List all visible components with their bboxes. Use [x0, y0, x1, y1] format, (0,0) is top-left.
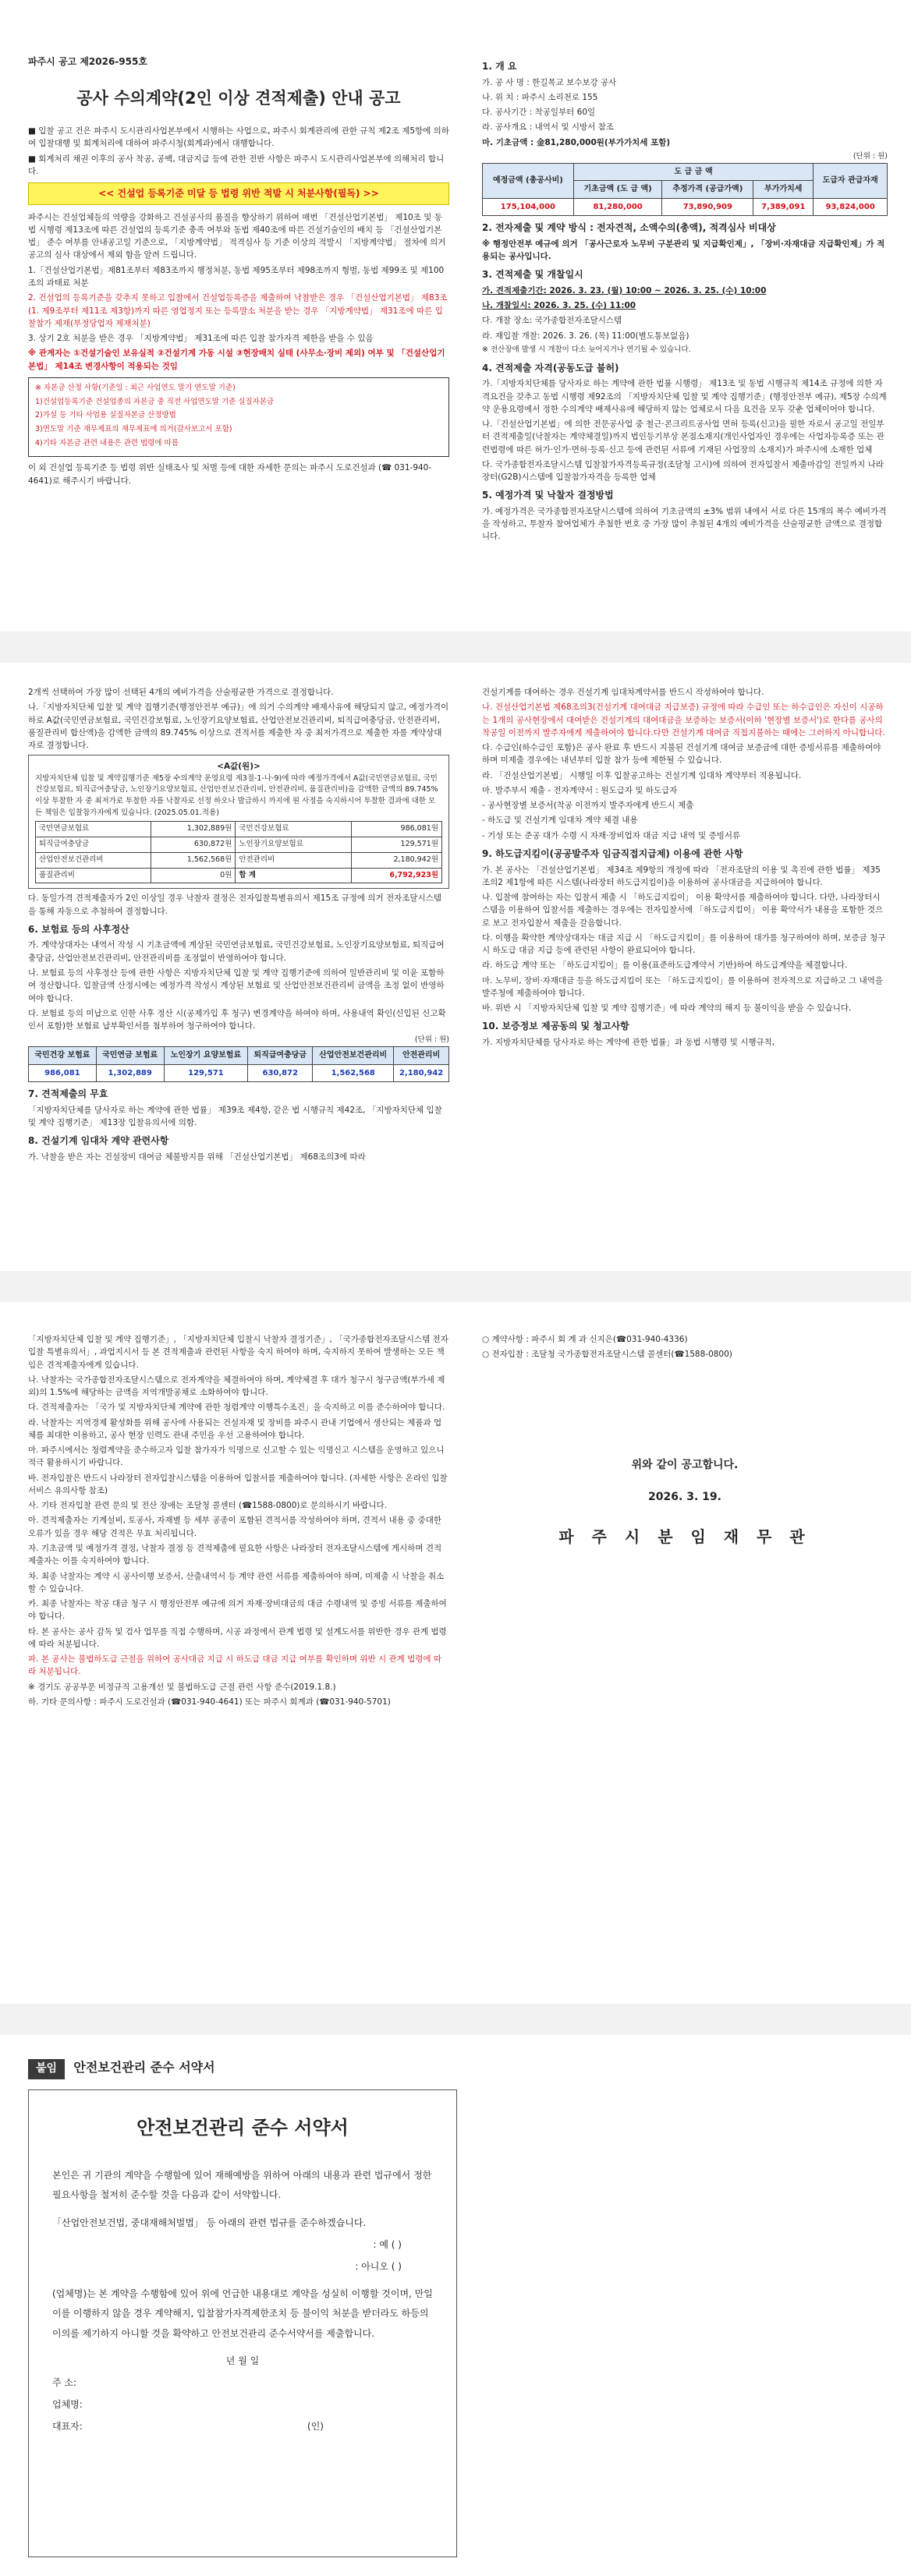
- a-value-cell: 630,872원: [151, 837, 236, 853]
- a-value-cell: 2,180,942원: [351, 852, 441, 868]
- paragraph: 마. 발주부서 제출 - 전자계약서 : 원도급자 및 하도급자: [482, 785, 678, 795]
- insurance-table-header: 퇴직급여충당금: [248, 1047, 313, 1065]
- intro-line: ■ 입찰 공고 건은 파주시 도시관리사업본부에서 시행하는 사업으로, 파주시 회계관리에 관한 규칙 제2조 제5항에 의하여 입찰대행 및 회계처리에 대하여 파주시청(회계과)에서 대행합니다.: [28, 126, 449, 149]
- paragraph: 자. 기초금액 및 예정가격 결정, 낙찰자 결정 등 견적제출에 필요한 사항은 나라장터 전자조달시스템에 게시하며 견적제출자는 이를 숙지하여야 합니다.: [28, 1543, 442, 1566]
- paragraph: 차. 최종 낙찰자는 계약 시 공사이행 보증서, 산출내역서 등 계약 관련 서류를 제출하여야 하며, 미제출 시 낙찰을 취소할 수 있습니다.: [28, 1571, 445, 1594]
- insurance-table-header: 국민건강 보험료: [29, 1047, 97, 1065]
- a-value-caption: <A값(원)>: [217, 762, 261, 772]
- pledge-commitment: (업체명)는 본 계약을 수행함에 있어 위에 언급한 내용대로 계약을 성실히 이행할 것이며, 만일 이를 이행하지 않을 경우 계약해지, 입찰참가자격제한조치 등 불이익 처분을 받더라도 하등의 이의를 제기하지 아니할 것을 확약하고 안전보건관리 준수서약서를 제출합니다.: [52, 2288, 433, 2339]
- paragraph: 나.「지방자치단체 입찰 및 계약 집행기준(행정안전부 예규)」에 의거 수의계약 배제사유에 해당되지 않고, 예정가격이하로 A값(국민연금보험료, 국민건강보험료, 노인장기요양보험료, 산업안전보건관리비, 퇴직급여충당금, 안전관리비, 품질관리비 합산액)을 감액한 금액의 89.745% 이상으로 견적서를 제출한 자 중 최저가격으로 제출한 자를 계약상대자로 결정합니다.: [28, 702, 449, 751]
- section-note: ※ 행정안전부 예규에 의거 「공사근로자 노무비 구분관리 및 지급확인제」, 「장비·자재대금 지급확인제」가 적용되는 공사입니다.: [482, 239, 885, 261]
- paragraph: 타. 본 공사는 공사 감독 및 검사 업무를 직접 수행하며, 시공 과정에서 관계 법령 및 설계도서를 위반한 경우 관계 법령에 따라 처분됩니다.: [28, 1626, 447, 1649]
- pledge-field-ceo-row: [52, 2417, 433, 2436]
- a-value-cell: 0원: [151, 868, 236, 883]
- contact-line: ○ 전자입찰 : 조달청 국가종합전자조달시스템 콜센터(☎1588-0800): [482, 1350, 732, 1360]
- section-heading: 3. 견적제출 및 개찰일시: [482, 269, 583, 281]
- paragraph: 라. 「건설산업기본법」 시행일 이후 입찰공고하는 건설기계 임대차 계약부터 적용됩니다.: [482, 770, 802, 780]
- overview-item: 라. 공사개요 : 내역서 및 시방서 참조: [482, 122, 614, 133]
- paragraph: 사. 기타 전자입찰 관련 문의 및 전산 장애는 조달청 콜센터 (☎1588-0800)로 문의하시기 바랍니다.: [28, 1501, 387, 1511]
- a-value-cell: 안전관리비: [236, 852, 351, 868]
- insurance-item: 나. 보험료 등의 사후정산 등에 관한 사항은 지방자치단체 입찰 및 계약 집행기준에 의하여 일반관리비 및 이윤 포함하여 정산합니다. 입찰금액 산정시에는 예정가격 작성시 계상된 보험료 및 산업안전보건관리비 금액을 조정 없이 반영하여야 합니다.: [28, 968, 445, 1003]
- a-value-cell: 986,081원: [351, 822, 441, 837]
- page-4: [0, 2035, 911, 2576]
- pledge-law: 「산업안전보건법, 중대재해처벌법」 등 아래의 관련 법규를 준수하겠습니다.: [52, 2217, 367, 2228]
- schedule-item: 다. 개찰 장소: 국가종합전자조달시스템: [482, 316, 622, 326]
- notebox-line: 3)연도말 기준 재무제표의 재무제표에 의거(감사보고서 포함): [35, 425, 232, 433]
- price-table-cell: 73,890,909: [662, 198, 753, 216]
- schedule-item: 나. 개찰일시: 2026. 3. 25. (수) 11:00: [482, 301, 636, 311]
- paragraph: 하. 기타 문의사항 : 파주시 도로건설과 (☎031-940-4641) 또는 파주시 회계과 (☎031-940-5701): [28, 1697, 391, 1707]
- notebox-line: 1)건설업등록기준 건설업종의 자본금 중 직전 사업연도말 기준 실질자본금: [35, 397, 275, 406]
- section-heading: 7. 견적제출의 무효: [28, 1088, 108, 1100]
- pledge-field-company: 업체명:: [52, 2399, 83, 2411]
- insurance-table-header: 안전관리비: [394, 1047, 449, 1065]
- price-table-header: 부가가치세: [753, 181, 814, 199]
- section-heading: 5. 예정가격 및 낙찰자 결정방법: [482, 490, 614, 501]
- price-table-header: 도 급 금 액: [573, 163, 814, 181]
- section-heading: 9. 하도급지킴이(공공발주자 임금직접지급제) 이용에 관한 사항: [482, 847, 743, 859]
- paragraph: 2개씩 선택하여 가장 많이 선택된 4개의 예비가격을 산술평균한 가격으로 결정합니다.: [28, 688, 334, 697]
- a-value-table: [35, 821, 442, 883]
- paragraph: 마. 파주시에서는 청렴계약을 준수하고자 입찰 참가자가 익명으로 신고할 수 있는 익명신고 시스템을 운영하고 있으니 적극 활용하시기 바랍니다.: [28, 1445, 445, 1468]
- intro-section: [28, 125, 449, 490]
- paragraph: - 하도급 및 건설기계 임대차 계약 체결 내용: [482, 816, 638, 826]
- paragraph: 다. 수급인(하수급인 포함)은 공사 완료 후 반드시 지불된 건설기계 대여금 보증금에 대한 증빙서류를 제출하여야 하며 미제출 경우에는 내년부터 입찰 참가 등에 제한될 수 있습니다.: [482, 743, 881, 766]
- closing-text: 위와 같이 공고합니다.: [631, 1458, 739, 1471]
- section-heading: 2. 전자제출 및 계약 방식 : 전자견적, 소액수의(총액), 적격심사 비대상: [482, 222, 776, 234]
- price-table: [482, 163, 888, 217]
- pledge-answer-yes: : 예 ( ): [373, 2238, 402, 2250]
- guarantee-text: 가. 지방자치단체를 당사자로 하는 계약에 관한 법률」과 동법 시행령 및 시행규칙,: [482, 1038, 775, 1048]
- subcontract-item: 라. 하도급 계약 또는 「하도급지킴이」를 이용(표준하도급계약서 기반)하여 하도급계약을 체결합니다.: [482, 961, 848, 971]
- price-table-header: 추정가격 (공급가액): [662, 181, 753, 199]
- invalid-text: 「지방자치단체를 당사자로 하는 계약에 관한 법률」 제39조 제4항, 같은 법 시행규칙 제42조, 「지방자치단체 입찰 및 계약 집행기준」 제13장 입찰유의서에 의함.: [28, 1105, 442, 1127]
- subcontract-item: 다. 이행을 확약한 계약상대자는 대금 지급 시 「하도급지킴이」를 이용하여 대가를 청구하여야 하며, 보증금 청구 시 하도급 대금 지급 등에 관련된 사항이 완료되어야 합니다.: [482, 932, 886, 956]
- qualification-item: 가.「지방자치단체를 당사자로 하는 계약에 관한 법률 시행령」 제13조 및 동법 시행규칙 제14조 규정에 의한 자격요건을 갖추고 동법 시행령 제92조의 「지방자치단체 입찰 및 계약 집행기준」(행정안전부 예규), 제5장 수의계약 운용요령에서 정한 수의계약 배제사유에 해당하지 않는 업체로서 다음 요건을 모두 갖춘 업체이어야 합니다.: [482, 379, 887, 414]
- overview-item: 다. 공사기간 : 착공일부터 60일: [482, 108, 596, 118]
- capital-notebox: [28, 377, 449, 458]
- right-column: [482, 1333, 888, 1549]
- legal-notice-red: ※ 관계자는 ①건설기술인 보유실적 ②건설기계 가동 시설 ③현장배치 실태 (사무소·장비 제외) 여부 및 「건설산업기본법」 제14조 변경사항이 적용되는 것임: [28, 349, 445, 371]
- issuer: 파 주 시 분 임 재 무 관: [558, 1527, 811, 1546]
- lease-text: 가. 낙찰을 받은 자는 건설장비 대여금 체불방지를 위해 「건설산업기본법」 제68조의3에 따라: [28, 1152, 366, 1162]
- overview-item: 나. 위 치 : 파주시 소리천로 155: [482, 92, 598, 102]
- legal-notice-item: 3. 상기 2호 처분을 받은 경우 「지방계약법」 제31조에 따른 입찰 참가자격 제한을 받을 수 있음: [28, 334, 374, 344]
- notice-date: 2026. 3. 19.: [648, 1491, 721, 1504]
- page-title: 공사 수의계약(2인 이상 견적제출) 안내 공고: [76, 89, 401, 108]
- price-table-header: 예정금액 (총공사비): [483, 163, 574, 198]
- notebox-line: ※ 자본금 산정 사항(기준일 : 최근 사업연도 말기 연도말 기준): [35, 383, 236, 392]
- insurance-table-cell: 1,562,568: [313, 1064, 394, 1082]
- legal-notice-item: 1.「건설산업기본법」제81조부터 제83조까지 행정처분, 동법 제95조부터 제98조까지 형벌, 동법 제99조 및 제100조의 과태료 처분: [28, 265, 445, 288]
- intro-line: ■ 회계처리 채권 이후의 공사 착공, 공백, 대금지급 등에 관한 전반 사항은 파주시 도시관리사업본부에 의해처리 합니다.: [28, 154, 445, 176]
- paragraph: 나. 건설산업기본법 제68조의3(건설기계 대여대금 지급보증) 규정에 따라 수급인 또는 하수급인은 자신이 시공하는 1개의 공사현장에서 대여받은 건설기계의 대여대금을 보증하는 보증서(이하 '현장별 보증서')로 한다를 공사의 착공일 이전까지 발주자에게 제출하여야 합니다.다만 건설기계 대여금 직접지불하는 때에는 그러하지 아니합니다.: [482, 702, 885, 738]
- notebox-line: 4)기타 자본금 관련 내용은 관련 법령에 따름: [35, 438, 179, 448]
- right-column: [482, 686, 888, 1051]
- a-value-cell: 노인장기요양보험료: [236, 837, 351, 853]
- pledge-answer-no: : 아니오 ( ): [355, 2260, 402, 2272]
- attachment-heading: 안전보건관리 준수 서약서: [73, 2060, 215, 2075]
- insurance-item: 다. 보험료 등의 미납으로 인한 사후 정산 시(공제가입 후 청구) 변경계약을 하여야 하며, 사용내역 확인(신입된 신고확인서 포함)한 보험료 납부확인서를 첨부하여 청구하여야 합니다.: [28, 1008, 446, 1031]
- insurance-table-header: 국민연금 보험료: [96, 1047, 164, 1065]
- left-column: [28, 686, 449, 1166]
- a-value-cell: 1,302,889원: [151, 822, 236, 837]
- section-heading: 8. 건설기계 임대차 계약 관련사항: [28, 1135, 169, 1147]
- unit-label: (단위 : 원): [414, 1035, 449, 1045]
- a-value-cell: 퇴직급여충당금: [36, 837, 151, 853]
- paragraph: 다. 견적제출자는 「국가 및 지방자치단체 계약에 관한 청렴계약 이행특수조건」을 숙지하고 이를 준수하여야 합니다.: [28, 1403, 445, 1413]
- attachment-tag: 붙임: [28, 2059, 65, 2079]
- qualification-item: 다. 국가종합전자조달시스템 입찰참가자격등록규정(조달청 고시)에 의하여 전자입찰서 제출마감일 전일까지 나라장터(G2B)시스템에 입찰참가자격을 등록한 업체: [482, 459, 884, 483]
- legal-notice-text: 파주시는 건설업체들의 역량을 강화하고 건설공사의 품질을 향상하기 위하여 매번 「건설산업기본법」 제10조 및 동법 시행령 제13조에 따른 건설업의 등록기준 충족 여부와 동법 제40조에 따른 건설기술인의 배치 등 「건설산업기본법」 준수 여부를 안내공고일 기준으로, 「지방계약법」 적격심사 등 기준 이상의 적발시 「지방계약법」 절차에 의거 공고의 심사 대상에서 제외 함을 알려 드립니다.: [28, 212, 446, 260]
- notice-number: 파주시 공고 제2026-955호: [28, 56, 147, 67]
- paragraph: ※ 경기도 공공부문 비정규직 고용개선 및 불법하도급 근절 관련 사항 준수(2019.1.8.): [28, 1682, 336, 1692]
- warning-banner: << 건설업 등록기준 미달 등 법령 위반 적발 시 처분사항(필독) >>: [28, 182, 449, 205]
- contact-line: ○ 계약사항 : 파주시 회 계 과 신지은(☎031-940-4336): [482, 1335, 688, 1344]
- price-table-cell: 175,104,000: [483, 198, 574, 216]
- paragraph: - 공사현장별 보증서(착공 이전까지 발주자에게 반드시 제출: [482, 801, 694, 811]
- paragraph: 바. 전자입찰은 반드시 나라장터 전자입찰시스템을 이용하여 입찰서를 제출하여야 합니다. (자세한 사항은 온라인 입찰서비스 유의사항 참조): [28, 1473, 448, 1495]
- insurance-table-cell: 986,081: [29, 1064, 97, 1082]
- price-method-text: 가. 예정가격은 국가종합전자조달시스템에 의하여 기초금액의 ±3% 범위 내에서 서로 다른 15개의 복수 예비가격을 작성하고, 투찰자 참여업체가 추첨한 번호 중 가장 많이 추첨된 4개의 예비가격을 산술평균한 금액으로 결정합니다.: [482, 506, 887, 542]
- legal-notice-item: 2. 건설업의 등록기준을 갖추지 못하고 입찰에서 건설업등록증을 제출하여 낙찰받은 경우 「건설산업기본법」 제83조(1. 제9조부터 제11조 제3항)까지 따른 영업정지 또는 등록말소 처분을 받는 경우 「지방계약법」 제31조에 따른 입찰참가 제재(부정당업자 제재처분): [28, 293, 448, 328]
- section-heading: 4. 견적제출 자격(공동도급 불허): [482, 362, 619, 373]
- pledge-field-address: 주 소:: [52, 2376, 77, 2388]
- pledge-title: 안전보건관리 준수 서약서: [136, 2117, 349, 2139]
- contact-text: 이 외 건설업 등록기준 등 법령 위반 실태조사 및 처벌 등에 대한 자세한 문의는 파주시 도로건설과 (☎ 031-940-4641)로 해주시기 바랍니다.: [28, 463, 432, 486]
- schedule-item: 가. 견적제출기간: 2026. 3. 23. (월) 10:00 ~ 2026. 3. 25. (수) 10:00: [482, 285, 767, 295]
- price-table-header: 도급자 관급자재: [814, 163, 888, 198]
- attachment-header: [28, 2058, 215, 2079]
- paragraph: 파. 본 공사는 불법하도급 근절을 위하여 공사대금 지급 시 하도급 대금 지급 여부를 확인하며 위반 시 관계 법령에 따라 처분됩니다.: [28, 1654, 441, 1677]
- price-table-header: 기초금액 (도 급 액): [573, 181, 662, 199]
- page-2: [0, 663, 911, 1271]
- section-heading: 6. 보험료 등의 사후정산: [28, 923, 129, 935]
- insurance-table: [28, 1046, 449, 1082]
- paragraph: - 기성 또는 준공 대가 수령 시 자재·장비업자 대금 지급 내역 및 증빙서류: [482, 830, 741, 840]
- insurance-table-cell: 1,302,889: [96, 1064, 164, 1082]
- subcontract-item: 가. 본 공사는 「건설산업기본법」 제34조 제9항의 개정에 따라 「전자조달의 이용 및 촉진에 관한 법률」 제35조의2 제1항에 따른 시스템(나라장터 하도급지킴이)을 이용하여 공사대금을 지급하여야 합니다.: [482, 865, 881, 887]
- a-value-cell: 합 계: [236, 868, 351, 883]
- schedule-item: 라. 재입찰 개찰: 2026. 3. 26. (목) 11:00(별도통보없음): [482, 331, 689, 341]
- paragraph: 나. 낙찰자는 국가종합전자조달시스템으로 전자계약을 체결하여야 하며, 계약체결 후 대가 청구시 청구금액(부가세 제외)의 1.5%에 해당하는 금액을 지역개발공채로 소화하여야 합니다.: [28, 1375, 445, 1398]
- insurance-table-cell: 2,180,942: [394, 1064, 449, 1082]
- subcontract-item: 바. 위반 시 「지방자치단체 입찰 및 계약 집행기준」에 따라 계약의 해지 등 불이익을 받을 수 있습니다.: [482, 1003, 852, 1014]
- notebox-line: 2)가설 등 기타 사업용 실질자본금 산정방법: [35, 411, 176, 420]
- a-value-total: 6,792,923원: [351, 868, 441, 883]
- price-table-cell: 93,824,000: [814, 198, 888, 216]
- a-value-cell: 129,571원: [351, 837, 441, 853]
- qualification-item: 나.「건설산업기본법」에 의한 전문공사업 중 철근·콘크리트공사업 면허 등록(신고)을 필한 자로서 공고일 전일부터 견적제출일(낙찰자는 계약체결일)까지 법인등기부상 본점소재지(개인사업자인 경우에는 사업자등록증 또는 관련법령에 따른 허가·인가·면허·등록·신고 등에 관련된 서류에 기재된 사업장의 소재지)가 파주시에 소재한 업체: [482, 419, 884, 455]
- insurance-table-cell: 630,872: [248, 1064, 313, 1082]
- a-value-cell: 1,562,568원: [151, 852, 236, 868]
- price-table-cell: 81,280,000: [573, 198, 662, 216]
- insurance-table-header: 노인장기 요양보험료: [164, 1047, 248, 1065]
- left-column: [28, 1333, 449, 1711]
- paragraph: 라. 낙찰자는 지역경제 활성화를 위해 공사에 사용되는 건설자재 및 장비를 파주시 관내 기업에서 생산되는 제품과 업체를 최대한 이용하고, 공사 현장 인력도 관내 주민을 우선 고용하여야 합니다.: [28, 1417, 442, 1440]
- overview-section: [482, 55, 888, 546]
- schedule-item: ※ 전산장애 발생 시 개찰이 다소 늦어지거나 연기될 수 있습니다.: [482, 345, 691, 354]
- paragraph: 다. 동일가격 견적제출자가 2인 이상일 경우 낙찰자 결정은 전자입찰특별유의서 제15조 규정에 의거 전자조달시스템을 통해 자동으로 추첨하여 결정합니다.: [28, 893, 442, 916]
- pledge-body: 본인은 귀 기관의 계약을 수행함에 있어 재해예방을 위하여 아래의 내용과 관련 법규에서 정한 필요사항을 철저히 준수할 것을 다음과 같이 서약합니다.: [52, 2170, 432, 2201]
- insurance-table-header: 산업안전보건관리비: [313, 1047, 394, 1065]
- price-table-cell: 7,389,091: [753, 198, 814, 216]
- pledge-form: [28, 2089, 457, 2557]
- a-value-cell: 국민연금보험료: [36, 822, 151, 837]
- subcontract-item: 마. 노무비, 장비·자재대금 등을 하도급지킴이 또는 「하도급지킴이」를 이용하여 전자적으로 지급하고 그 내역을 발주청에 제출하여야 합니다.: [482, 975, 884, 998]
- paragraph: 카. 최종 낙찰자는 착공 대금 청구 시 행정안전부 예규에 의거 자재·장비대금의 대금 수령내역 및 증빙 서류를 제출하여야 합니다.: [28, 1599, 447, 1622]
- unit-label: (단위 : 원): [853, 151, 888, 161]
- page-1: [0, 0, 911, 632]
- overview-item: 마. 기초금액 : 金81,280,000원(부가가치세 포함): [482, 137, 671, 147]
- a-value-cell: 품질관리비: [36, 868, 151, 883]
- a-value-box: [28, 755, 449, 889]
- page-3: [0, 1302, 911, 2004]
- insurance-table-cell: 129,571: [164, 1064, 248, 1082]
- paragraph: 건설기계를 대여하는 경우 건설기계 임대차계약서를 반드시 작성하여야 합니다.: [482, 688, 764, 697]
- pledge-date: 년 월 일: [225, 2355, 260, 2366]
- paragraph: 「지방자치단체 입찰 및 계약 집행기준」, 「지방자치단체 입찰시 낙찰자 결정기준」, 「국가종합전자조달시스템 전자입찰 특별유의서」, 과업지시서 등 본 견적제출과 관련된 사항을 숙지 하여야 하며, 숙지하지 못하여 발생하는 모든 책임은 견적제출자에게 있습니다.: [28, 1335, 448, 1370]
- a-value-cell: 산업안전보건관리비: [36, 852, 151, 868]
- section-heading: 1. 개 요: [482, 61, 517, 72]
- insurance-item: 가. 계약상대자는 내역서 작성 시 기초금액에 계상된 국민연금보험료, 국민건강보험료, 노인장기요양보험료, 퇴직급여충당금, 산업안전보건관리비, 안전관리비를 조정없이 반영하여야 합니다.: [28, 940, 445, 963]
- paragraph: 아. 견적제출자는 기계설비, 토공사, 자재별 등 세부 공종이 포함된 견적서를 작성하여야 하며, 견적서 내용 중 중대한 오류가 있을 경우 해당 견적은 무효 처리됩니다.: [28, 1516, 441, 1538]
- pledge-field-ceo: 대표자:: [52, 2421, 83, 2433]
- seal-mark: (인): [307, 2421, 324, 2433]
- subcontract-item: 나. 입찰에 참여하는 자는 입찰서 제출 시 「하도급지킴이」 이용 확약서를 제출하여야 합니다. 다만, 나라장터시스템을 이용하여 입찰서를 제출하는 경우에는 전자입찰서에 「하도급지킴이」 이용 확약서가 내용을 포함한 것으로 보고 전자입찰서 제출을 갈음합니다.: [482, 893, 884, 928]
- overview-item: 가. 공 사 명 : 한길목교 보수보강 공사: [482, 77, 617, 87]
- a-value-text: 지방자치단체 입찰 및 계약집행기준 제5장 수의계약 운영요령 제3절-1-나-9)에 따라 예정가격에서 A값(국민연금보험료, 국민건강보험료, 퇴직급여충당금, 노인장기요양보험료, 산업안전보건관리비, 안전관리비, 품질관리비)을 감액한 금액의 89.745% 이상 투찰한 자 중 최저가로 투찰한 자를 낙찰자로 선정 하오나 발급하시 까지에 원 사정을 숙지하시어 투찰한 결과에 대한 모든 책임은 입찰참가자에게 있습니다. (2025.05.01.적용): [35, 773, 438, 817]
- section-heading: 10. 보증정보 제공동의 및 청고사항: [482, 1021, 629, 1032]
- a-value-cell: 국민건강보험료: [236, 822, 351, 837]
